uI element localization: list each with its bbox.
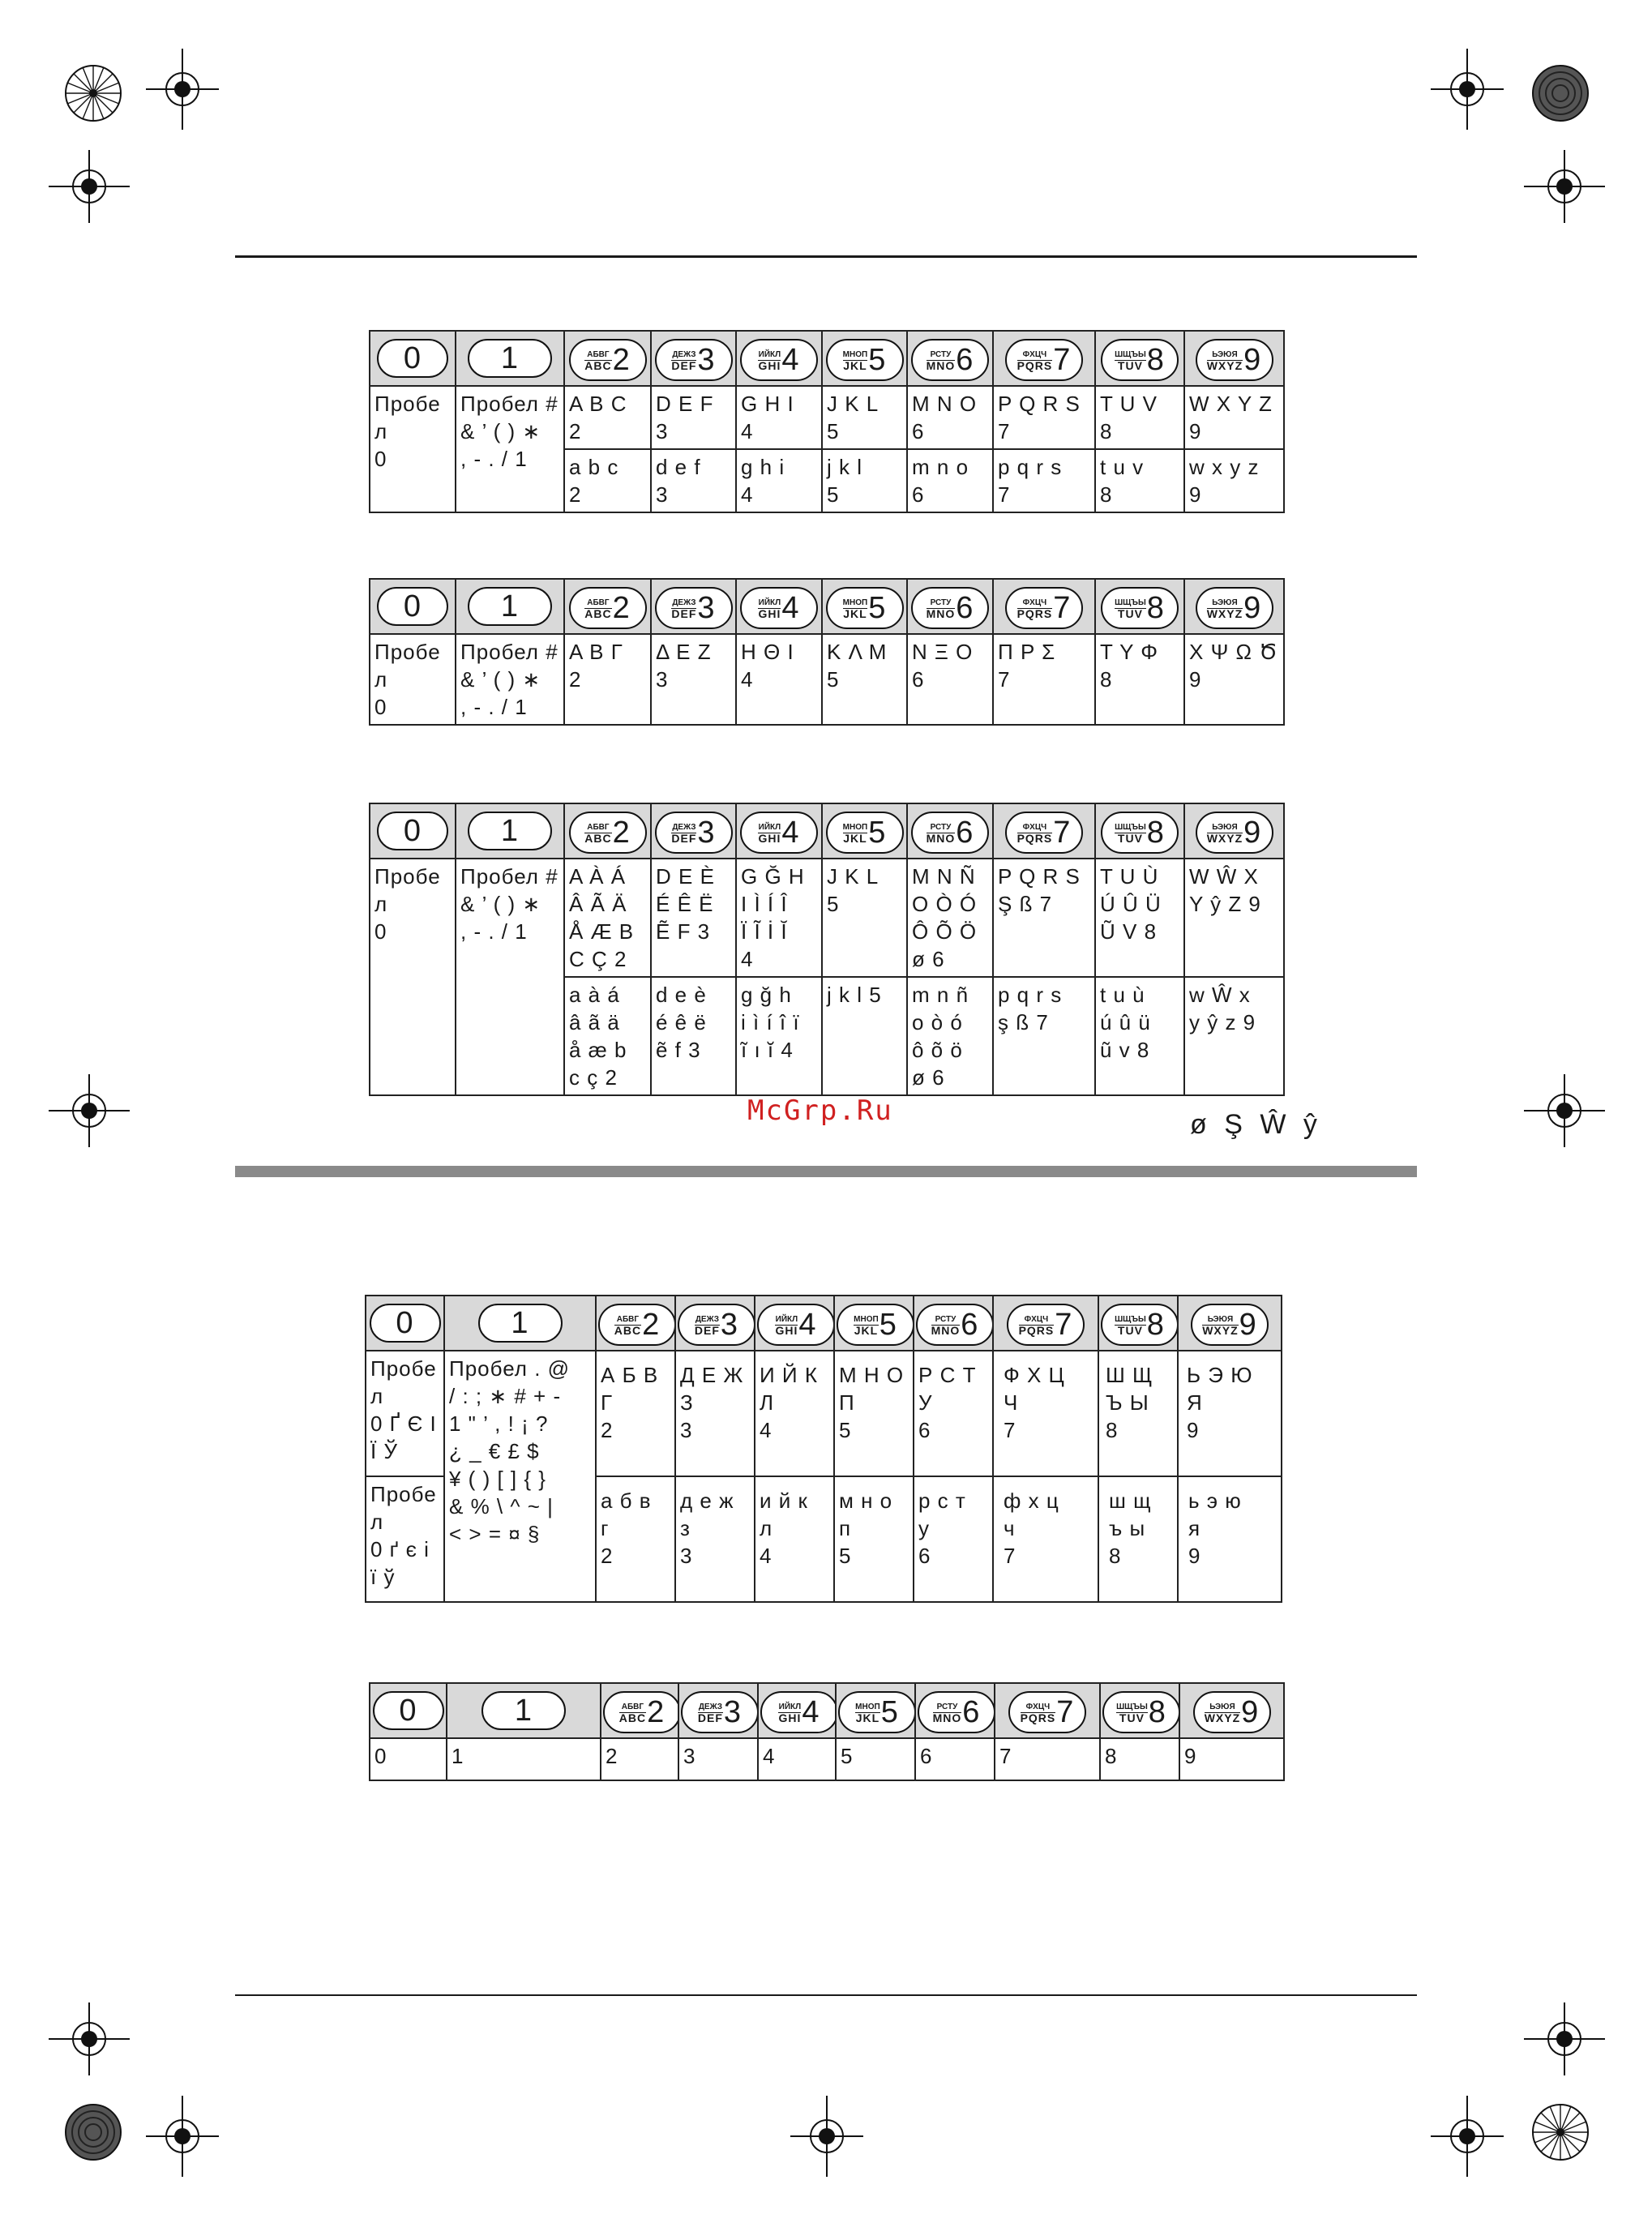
crosshair-mark-icon — [1524, 150, 1605, 223]
key-2-cell: A B Γ 2 — [564, 634, 651, 725]
key-8-upper-cell: T U V 8 — [1095, 386, 1184, 449]
key-1-header — [456, 803, 564, 859]
key-1-header — [444, 1296, 596, 1351]
key-0-header — [370, 579, 456, 634]
key-3-lower-cell: d e è é ê ë ẽ f 3 — [651, 977, 736, 1095]
key-5-header — [822, 803, 907, 859]
key-7-header — [993, 579, 1095, 634]
key-5-cell: K Λ M 5 — [822, 634, 907, 725]
key-4-icon: ИЙКЛ GHI 4 — [757, 1304, 834, 1346]
key-3-upper-cell: D E F 3 — [651, 386, 736, 449]
key-2-header — [564, 803, 651, 859]
key-4-header — [755, 1296, 834, 1351]
key-header-row — [370, 803, 1284, 859]
cyrillic-key-table — [365, 1295, 1282, 1603]
key-9-upper-cell: W Ŵ X Y ŷ Z 9 — [1184, 859, 1284, 977]
key-9-lower-cell: w x y z 9 — [1184, 449, 1284, 512]
key-4-header — [736, 331, 822, 386]
section-divider-bar — [235, 1166, 1417, 1177]
key-3-upper-cell: Д Е Ж З 3 — [675, 1351, 755, 1476]
key-7-upper-cell: P Q R S 7 — [993, 386, 1095, 449]
key-4-lower-cell: и й к л 4 — [755, 1476, 834, 1602]
key-6-header — [907, 331, 993, 386]
key-header-row — [370, 1683, 1284, 1738]
key-1-cell: Пробел # & ’ ( ) ∗ , - . / 1 — [456, 634, 564, 725]
key-0-upper-cell: Пробел 0 Ґ Є І Ї Ў — [366, 1351, 444, 1476]
key-9-icon: ЬЭЮЯ WXYZ 9 — [1196, 339, 1273, 381]
key-5-upper-cell: М Н О П 5 — [834, 1351, 914, 1476]
key-9-upper-cell: W X Y Z 9 — [1184, 386, 1284, 449]
key-4-upper-cell: И Й К Л 4 — [755, 1351, 834, 1476]
key-8-header — [1095, 331, 1184, 386]
key-4-icon: ИЙКЛ GHI 4 — [740, 812, 818, 854]
key-4-icon: ИЙКЛ GHI 4 — [740, 339, 818, 381]
key-header-row — [370, 579, 1284, 634]
key-5-lower-cell: j k l 5 — [822, 977, 907, 1095]
key-4-icon: ИЙКЛ GHI 4 — [760, 1691, 836, 1733]
key-6-cell: 6 — [915, 1738, 995, 1780]
key-0-header — [366, 1296, 444, 1351]
top-rule — [235, 255, 1417, 258]
uppercase-row — [370, 386, 1284, 449]
digits-row — [370, 1738, 1284, 1780]
key-6-upper-cell: M N O 6 — [907, 386, 993, 449]
key-9-icon: ЬЭЮЯ WXYZ 9 — [1196, 587, 1273, 629]
key-8-icon: ШЩЪЫ TUV 8 — [1101, 339, 1179, 381]
key-6-header — [907, 579, 993, 634]
key-2-icon: АБВГ ABC 2 — [598, 1304, 675, 1346]
key-5-icon: МНОП JKL 5 — [826, 587, 904, 629]
key-9-icon: ЬЭЮЯ WXYZ 9 — [1193, 1691, 1271, 1733]
key-1-cell: Пробел # & ’ ( ) ∗ , - . / 1 — [456, 386, 564, 512]
crosshair-mark-icon — [1524, 2002, 1605, 2075]
key-6-icon: РСТУ MNO 6 — [918, 1691, 995, 1733]
key-0-icon: 0 — [377, 339, 448, 378]
key-7-cell: 7 — [995, 1738, 1100, 1780]
key-4-header — [736, 579, 822, 634]
key-6-icon: РСТУ MNO 6 — [916, 1304, 993, 1346]
key-header-row — [366, 1296, 1282, 1351]
greek-key-table — [369, 578, 1285, 726]
key-6-lower-cell: р с т у 6 — [914, 1476, 993, 1602]
key-8-icon: ШЩЪЫ TUV 8 — [1101, 812, 1179, 854]
additional-characters: ø Ş Ŵ ŷ — [1190, 1109, 1322, 1140]
characters-row — [370, 634, 1284, 725]
key-8-lower-cell: t u ù ú û ü ũ v 8 — [1095, 977, 1184, 1095]
key-5-header — [834, 1296, 914, 1351]
key-7-icon: ФХЦЧ PQRS 7 — [1005, 339, 1083, 381]
key-4-upper-cell: G Ğ H I Ì Í Î Ï Ĩ İ Ĭ 4 — [736, 859, 822, 977]
key-0-header — [370, 1683, 447, 1738]
key-2-lower-cell: а б в г 2 — [596, 1476, 675, 1602]
key-2-header — [564, 579, 651, 634]
key-9-lower-cell: ь э ю я 9 — [1178, 1476, 1282, 1602]
key-0-icon: 0 — [377, 587, 448, 626]
key-3-icon: ДЕЖЗ DEF 3 — [681, 1691, 758, 1733]
key-2-upper-cell: А Б В Г 2 — [596, 1351, 675, 1476]
key-2-lower-cell: a à á â ã ä å æ b c ç 2 — [564, 977, 651, 1095]
key-9-header — [1178, 1296, 1282, 1351]
key-4-cell: 4 — [758, 1738, 836, 1780]
key-3-header — [675, 1296, 755, 1351]
registration-mark-icon — [57, 57, 130, 130]
key-1-cell: 1 — [447, 1738, 601, 1780]
key-1-cell: Пробел . @ / : ; ∗ # + - 1 " ’ , ! ¡ ? ¿ _ € £ $ ¥ ( ) [ ] { } & % \ ^ ~ | < > = ¤ § — [444, 1351, 596, 1602]
key-4-header — [736, 803, 822, 859]
key-header-row — [370, 331, 1284, 386]
key-9-header — [1179, 1683, 1284, 1738]
key-3-header — [651, 331, 736, 386]
key-6-icon: РСТУ MNO 6 — [911, 587, 989, 629]
key-3-icon: ДЕЖЗ DEF 3 — [678, 1304, 755, 1346]
key-8-header — [1098, 1296, 1178, 1351]
key-1-icon: 1 — [481, 1691, 566, 1730]
crosshair-mark-icon — [146, 49, 219, 130]
key-1-header — [447, 1683, 601, 1738]
key-2-header — [596, 1296, 675, 1351]
key-8-icon: ШЩЪЫ TUV 8 — [1102, 1691, 1179, 1733]
crosshair-mark-icon — [49, 150, 130, 223]
key-7-upper-cell: P Q R S Ş ß 7 — [993, 859, 1095, 977]
key-8-icon: ШЩЪЫ TUV 8 — [1101, 587, 1179, 629]
bottom-rule — [235, 1994, 1417, 1996]
key-2-header — [564, 331, 651, 386]
key-7-upper-cell: Ф Х Ц Ч 7 — [993, 1351, 1098, 1476]
key-0-cell: Пробел 0 — [370, 634, 456, 725]
key-3-lower-cell: d e f 3 — [651, 449, 736, 512]
key-2-icon: АБВГ ABC 2 — [569, 339, 647, 381]
key-6-upper-cell: Р С Т У 6 — [914, 1351, 993, 1476]
key-0-icon: 0 — [370, 1304, 441, 1343]
crosshair-mark-icon — [1524, 1074, 1605, 1147]
uppercase-row — [366, 1351, 1282, 1476]
crosshair-mark-icon — [49, 1074, 130, 1147]
key-6-upper-cell: M N Ñ O Ò Ó Ô Õ Ö ø 6 — [907, 859, 993, 977]
key-0-header — [370, 803, 456, 859]
key-8-cell: T Y Φ 8 — [1095, 634, 1184, 725]
key-3-header — [678, 1683, 758, 1738]
key-9-header — [1184, 803, 1284, 859]
uppercase-row — [370, 859, 1284, 977]
key-9-icon: ЬЭЮЯ WXYZ 9 — [1191, 1304, 1269, 1346]
registration-mark-icon — [1524, 57, 1597, 130]
key-4-header — [758, 1683, 836, 1738]
key-5-upper-cell: J K L 5 — [822, 859, 907, 977]
key-1-header — [456, 331, 564, 386]
key-3-icon: ДЕЖЗ DEF 3 — [655, 812, 733, 854]
crosshair-mark-icon — [146, 2096, 219, 2177]
key-2-icon: АБВГ ABC 2 — [569, 812, 647, 854]
key-0-icon: 0 — [377, 812, 448, 850]
key-5-lower-cell: м н о п 5 — [834, 1476, 914, 1602]
key-8-header — [1095, 579, 1184, 634]
key-1-icon: 1 — [468, 587, 552, 626]
key-9-cell: 9 — [1179, 1738, 1284, 1780]
key-0-cell: Пробел 0 — [370, 386, 456, 512]
key-3-lower-cell: д е ж з 3 — [675, 1476, 755, 1602]
registration-mark-icon — [57, 2096, 130, 2169]
key-1-icon: 1 — [478, 1304, 563, 1343]
key-3-cell: Δ E Z 3 — [651, 634, 736, 725]
key-5-lower-cell: j k l 5 — [822, 449, 907, 512]
key-8-header — [1100, 1683, 1179, 1738]
key-9-header — [1184, 579, 1284, 634]
key-1-cell: Пробел # & ’ ( ) ∗ , - . / 1 — [456, 859, 564, 1095]
key-5-icon: МНОП JKL 5 — [838, 1691, 915, 1733]
extended-latin-key-table — [369, 803, 1285, 1096]
crosshair-mark-icon — [49, 2002, 130, 2075]
key-2-icon: АБВГ ABC 2 — [603, 1691, 678, 1733]
key-6-header — [915, 1683, 995, 1738]
key-2-header — [601, 1683, 678, 1738]
key-7-icon: ФХЦЧ PQRS 7 — [1008, 1691, 1086, 1733]
key-7-icon: ФХЦЧ PQRS 7 — [1005, 812, 1083, 854]
key-7-header — [995, 1683, 1100, 1738]
key-5-icon: МНОП JKL 5 — [826, 339, 904, 381]
crosshair-mark-icon — [1431, 49, 1504, 130]
key-2-lower-cell: a b c 2 — [564, 449, 651, 512]
key-4-cell: H Θ I 4 — [736, 634, 822, 725]
key-1-icon: 1 — [468, 812, 552, 850]
key-2-icon: АБВГ ABC 2 — [569, 587, 647, 629]
key-8-header — [1095, 803, 1184, 859]
key-2-cell: 2 — [601, 1738, 678, 1780]
key-9-lower-cell: w Ŵ x y ŷ z 9 — [1184, 977, 1284, 1095]
key-6-lower-cell: m n o 6 — [907, 449, 993, 512]
key-9-icon: ЬЭЮЯ WXYZ 9 — [1196, 812, 1273, 854]
key-6-lower-cell: m n ñ o ò ó ô õ ö ø 6 — [907, 977, 993, 1095]
key-3-header — [651, 579, 736, 634]
key-8-icon: ШЩЪЫ TUV 8 — [1101, 1304, 1178, 1346]
key-6-cell: N Ξ O 6 — [907, 634, 993, 725]
latin-key-table — [369, 330, 1285, 513]
key-3-header — [651, 803, 736, 859]
key-5-upper-cell: J K L 5 — [822, 386, 907, 449]
key-7-cell: Π P Σ 7 — [993, 634, 1095, 725]
key-0-header — [370, 331, 456, 386]
key-8-upper-cell: T U Ù Ú Û Ü Ũ V 8 — [1095, 859, 1184, 977]
key-2-upper-cell: A B C 2 — [564, 386, 651, 449]
key-6-header — [914, 1296, 993, 1351]
key-5-header — [836, 1683, 915, 1738]
key-2-upper-cell: A À Á Â Ã Ä Å Æ B C Ç 2 — [564, 859, 651, 977]
key-7-header — [993, 803, 1095, 859]
key-1-icon: 1 — [468, 339, 552, 378]
key-5-header — [822, 331, 907, 386]
key-3-cell: 3 — [678, 1738, 758, 1780]
key-0-cell: Пробел 0 — [370, 859, 456, 1095]
key-7-header — [993, 331, 1095, 386]
key-5-header — [822, 579, 907, 634]
key-8-upper-cell: Ш Щ Ъ Ы 8 — [1098, 1351, 1178, 1476]
key-5-cell: 5 — [836, 1738, 915, 1780]
key-4-icon: ИЙКЛ GHI 4 — [740, 587, 818, 629]
crosshair-mark-icon — [1431, 2096, 1504, 2177]
crosshair-mark-icon — [790, 2096, 863, 2177]
key-5-icon: МНОП JKL 5 — [826, 812, 904, 854]
key-9-cell: X Ψ Ω Ծ 9 — [1184, 634, 1284, 725]
watermark-text: McGrp.Ru — [747, 1094, 893, 1127]
key-7-lower-cell: ф х ц ч 7 — [993, 1476, 1098, 1602]
key-7-lower-cell: p q r s 7 — [993, 449, 1095, 512]
key-8-lower-cell: t u v 8 — [1095, 449, 1184, 512]
registration-mark-icon — [1524, 2096, 1597, 2169]
key-8-lower-cell: ш щ ъ ы 8 — [1098, 1476, 1178, 1602]
key-0-lower-cell: Пробел 0 ґ є і ї ў — [366, 1476, 444, 1602]
key-5-icon: МНОП JKL 5 — [837, 1304, 914, 1346]
key-7-icon: ФХЦЧ PQRS 7 — [1005, 587, 1083, 629]
key-3-icon: ДЕЖЗ DEF 3 — [655, 339, 733, 381]
key-8-cell: 8 — [1100, 1738, 1179, 1780]
key-7-lower-cell: p q r s ş ß 7 — [993, 977, 1095, 1095]
key-1-header — [456, 579, 564, 634]
key-4-lower-cell: g ğ h i ì í î ï ĩ ı ĭ 4 — [736, 977, 822, 1095]
key-7-icon: ФХЦЧ PQRS 7 — [1007, 1304, 1085, 1346]
key-4-upper-cell: G H I 4 — [736, 386, 822, 449]
key-0-cell: 0 — [370, 1738, 447, 1780]
key-9-upper-cell: Ь Э Ю Я 9 — [1178, 1351, 1282, 1476]
key-4-lower-cell: g h i 4 — [736, 449, 822, 512]
key-3-icon: ДЕЖЗ DEF 3 — [655, 587, 733, 629]
key-6-icon: РСТУ MNO 6 — [911, 339, 989, 381]
key-6-header — [907, 803, 993, 859]
key-3-upper-cell: D E È É Ê Ë Ẽ F 3 — [651, 859, 736, 977]
key-6-icon: РСТУ MNO 6 — [911, 812, 989, 854]
key-0-icon: 0 — [373, 1691, 444, 1730]
key-9-header — [1184, 331, 1284, 386]
numeric-key-table — [369, 1682, 1285, 1781]
key-7-header — [993, 1296, 1098, 1351]
